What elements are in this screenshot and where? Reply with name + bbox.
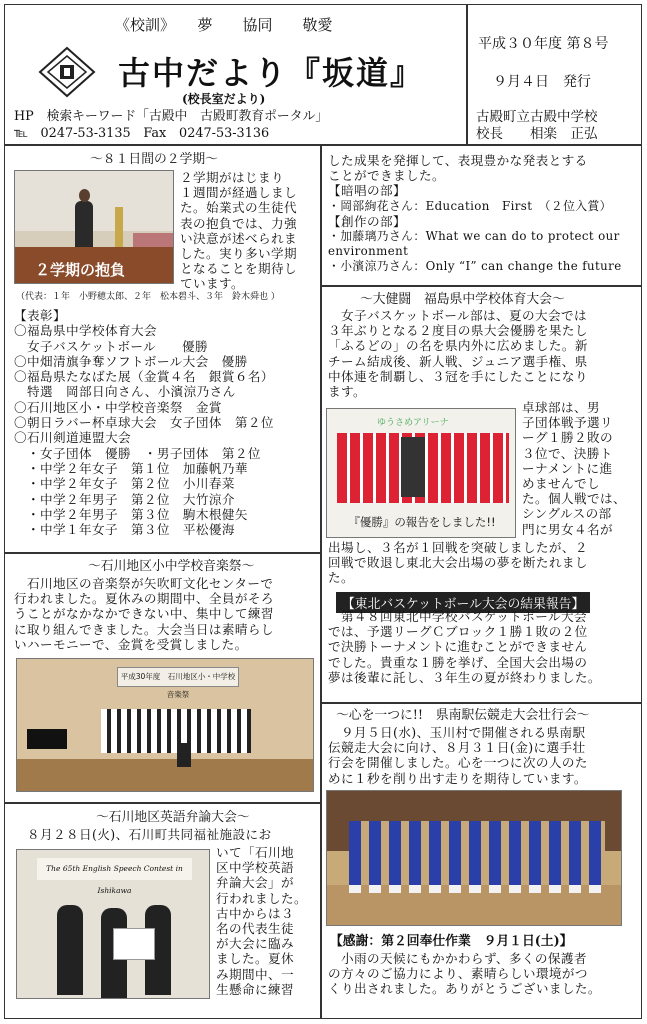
header-divider	[466, 4, 468, 144]
text-line: した。実り多い学期	[180, 246, 297, 262]
award-line: 〇福島県中学校体育大会	[14, 323, 157, 339]
text-line: 夢は後輩に託し、３年生の夏が終わりました。	[328, 669, 601, 685]
text-line: 回戦で敗退し東北大会出場の夢を断たれまし	[328, 555, 588, 571]
text-line: 行会を開催しました。心を一つに次の人のた	[328, 755, 588, 771]
photo-banner-speech-contest: The 65th English Speech Contest in Ishikawa	[37, 858, 192, 880]
rule-left-2	[4, 802, 320, 804]
music-festival-text	[14, 576, 320, 652]
text-line: 中体連を制覇し、３冠を手にしたことになり	[328, 368, 588, 384]
tel-fax-line: ℡ 0247-53-3135 Fax 0247-53-3136	[14, 126, 270, 141]
text-line: チーム結成後、新人戦、ジュニア選手権、県	[328, 353, 588, 369]
text-line: 行われました。	[216, 890, 307, 906]
text-line: 卓球部は、男	[522, 400, 600, 415]
text-line: めませんでし	[522, 476, 600, 492]
issue-date: ９月４日 発行	[493, 74, 591, 90]
text-line: ・岡部絢花さん：Education First （２位入賞）	[328, 198, 612, 213]
text-line: 表の抱負では、力強	[180, 215, 297, 231]
section-title-music-festival: ～石川地区小中学校音楽祭～	[88, 559, 255, 574]
section-title-tohoku-basketball: 【東北バスケットボール大会の結果報告】	[336, 592, 590, 613]
text-line: 【創作の部】	[328, 213, 406, 229]
award-line: 〇中畑清旗争奪ソフトボール大会 優勝	[14, 353, 248, 369]
photo-speech-contest	[16, 849, 210, 999]
text-line: た。始業式の生徒代	[180, 200, 297, 216]
rule-right-2	[320, 702, 642, 704]
text-line: シングルスの部	[522, 506, 612, 522]
text-line: ーグ１勝２敗の	[522, 430, 613, 446]
text-line: 弁論大会」が	[216, 875, 294, 891]
award-line: 〇朝日ラバー杯卓球大会 女子団体 第２位	[14, 415, 274, 431]
award-line: ・中学２年女子 第２位 小川春菜	[14, 476, 235, 492]
section-title-second-term: ～８１日間の２学期～	[90, 152, 218, 167]
award-line: 〇石川地区小・中学校音楽祭 金賞	[14, 399, 222, 415]
text-line: ９月５日(水)、玉川村で開催される県南駅	[328, 725, 586, 740]
text-line: ています。	[180, 276, 244, 292]
text-line: ました。夏休	[216, 951, 294, 967]
text-line: めに１秒を削り出す走りを期待しています。	[328, 770, 587, 786]
text-line: み期間中、一	[216, 966, 294, 982]
school-name: 古殿町立古殿中学校	[476, 109, 598, 125]
text-line: た。	[328, 570, 354, 586]
text-line: ーナメントに進	[522, 460, 613, 476]
text-line: 女子バスケットボール部は、夏の大会では	[328, 308, 587, 323]
text-line: 「ふるどの」の名を県内外に広めました。新	[328, 338, 588, 354]
award-line: ・女子団体 優勝 ・男子団体 第２位	[14, 445, 261, 461]
photo-banner-arena: ゆうさめアリーナ	[377, 418, 449, 428]
text-line: で決勝トーナメントに進むことができません	[328, 639, 588, 655]
award-line: ・中学２年男子 第２位 大竹涼介	[14, 491, 235, 507]
principal-name: 校長 相楽 正弘	[476, 126, 598, 142]
photo-banner-music-festival: 平成30年度 石川地区小・中学校音楽祭	[117, 667, 239, 687]
award-line: ・中学２年女子 第１位 加藤帆乃華	[14, 460, 248, 476]
award-line: 〇福島県たなばた展（金賞４名 銀賞６名）	[14, 369, 274, 385]
photo-caption-second-term: ２学期の抱負	[35, 261, 126, 279]
text-line: 生懸命に練習	[216, 981, 294, 997]
text-line: の方々のご協力により、素晴らしい環境がつ	[328, 966, 588, 982]
section-title-sports-meet: ～大健闘 福島県中学校体育大会～	[360, 292, 565, 307]
text-line: 小雨の天候にもかかわらず、多くの保護者	[328, 951, 587, 966]
school-motto: 《校訓》 夢 協同 敬愛	[115, 16, 333, 34]
section-title-speech-contest: ～石川地区英語弁論大会～	[96, 810, 250, 825]
text-line: に取り組んできました。大会当日は素晴らし	[14, 621, 274, 637]
text-line: ことができました。	[328, 168, 445, 184]
award-line: 女子バスケットボール 優勝	[14, 338, 209, 354]
text-line: ３年ぶりとなる２度目の県大会優勝を果たし	[328, 323, 588, 339]
text-line: でした。貴重な１勝を挙げ、全国大会出場の	[328, 654, 588, 670]
text-line: 行われました。夏休みの期間中、全員がそろ	[14, 591, 274, 607]
sports-meet-text	[328, 308, 640, 399]
text-line: 第４８回東北中学校バスケットボール大会	[328, 609, 587, 624]
homepage-line: HP 検索キーワード「古殿中 古殿町教育ポータル」	[14, 109, 329, 124]
newsletter-subtitle: (校長室だより)	[182, 92, 266, 106]
awards-list	[14, 308, 320, 537]
text-line: ・小濱涼乃さん：Only “I” can change the future	[328, 259, 622, 274]
table-tennis-text-continued	[328, 540, 640, 586]
text-line: が大会に臨み	[216, 936, 294, 952]
award-line: 〇石川剣道連盟大会	[14, 430, 131, 446]
text-line: 石川地区の音楽祭が矢吹町文化センターで	[14, 576, 274, 591]
text-line: 子団体戦予選リ	[522, 415, 613, 431]
text-line: くり出されました。ありがとうございました。	[328, 981, 601, 997]
text-line: いハーモニーで、金賞を受賞しました。	[14, 636, 248, 652]
award-line: 【表彰】	[14, 308, 66, 323]
text-line: ３位で、決勝ト	[522, 445, 613, 461]
text-line: 伝競走大会に向け、８月３１日(金)に選手壮	[328, 740, 586, 756]
ekiden-rally-text	[328, 725, 640, 786]
photo-victory-report	[326, 408, 516, 538]
table-tennis-text	[522, 400, 640, 537]
section-title-ekiden-rally: ～心を一つに!! 県南駅伝競走大会壮行会～	[336, 708, 590, 723]
text-line: した成果を発揮して、表現豊かな発表とする	[328, 153, 588, 168]
text-line: うことがなかなかできない中、集中して練習	[14, 606, 274, 622]
tohoku-basketball-text	[328, 609, 640, 685]
issue-number: 平成３０年度 第８号	[478, 36, 609, 52]
speech-contest-first-line: ８月２８日(火)、石川町共同福祉施設にお	[14, 827, 272, 842]
text-line: となることを期待し	[180, 261, 297, 277]
speech-contest-text	[216, 845, 320, 997]
rule-left-1	[4, 552, 320, 554]
text-line: 区中学校英語	[216, 860, 294, 876]
section-title-volunteer-work: 【感謝：第２回奉仕作業 ９月１日(土)】	[330, 934, 573, 949]
photo-music-festival	[16, 658, 314, 792]
photo-caption-victory: 『優勝』の報告をしました!!	[348, 515, 496, 529]
text-line: 出場し、３名が１回戦を突破しましたが、２	[328, 540, 588, 555]
photo-opening-ceremony	[14, 170, 174, 284]
text-line: ・加藤璃乃さん：What we can do to protect our	[328, 229, 620, 244]
school-emblem-icon	[38, 46, 96, 98]
text-line: 古中からは３	[216, 905, 294, 921]
second-term-text	[180, 170, 320, 292]
rule-right-1	[320, 285, 642, 287]
text-line: た。個人戦では、	[522, 491, 626, 507]
text-line: では、予選リーグＣブロック１勝１敗の２位	[328, 624, 588, 640]
award-line: ・中学１年女子 第３位 平松優海	[14, 522, 235, 538]
student-representatives: （代表：１年 小野穂太郎、２年 松本碧斗、３年 鈴木舜也 ）	[16, 292, 280, 302]
text-line: １週間が経過しまし	[180, 185, 297, 201]
award-line: ・中学２年男子 第３位 駒木根健矢	[14, 506, 248, 522]
text-line: 【暗唱の部】	[328, 183, 406, 199]
column-divider	[320, 144, 322, 1019]
newsletter-title: 古中だより『坂道』	[118, 54, 425, 92]
speech-contest-continued	[328, 153, 640, 275]
text-line: ます。	[328, 384, 366, 400]
photo-ekiden-team	[326, 790, 622, 926]
text-line: ２学期がはじまり	[180, 170, 284, 185]
text-line: いて「石川地	[216, 845, 294, 860]
text-line: 名の代表生徒	[216, 921, 294, 937]
award-line: 特選 岡部日向さん、小濱涼乃さん	[14, 384, 236, 400]
volunteer-work-text	[328, 951, 640, 997]
header-bottom-rule	[4, 144, 642, 146]
text-line: 門に男女４名が	[522, 521, 613, 537]
text-line: い決意が述べられま	[180, 230, 297, 246]
text-line: environment	[328, 244, 409, 259]
